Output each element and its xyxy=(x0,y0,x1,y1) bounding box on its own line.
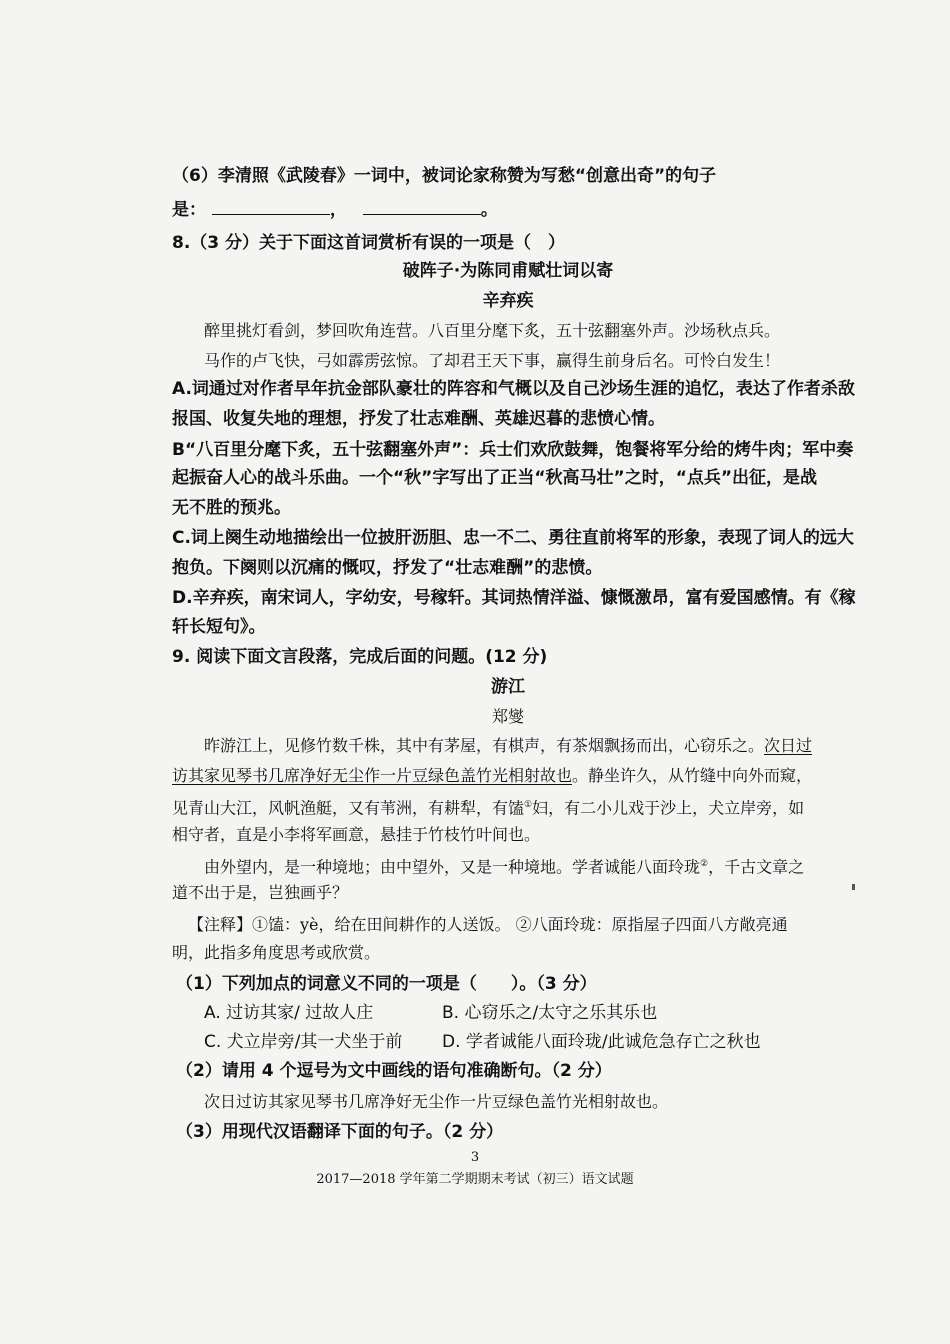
exam-footer-title: 2017—2018 学年第二学期期末考试（初三）语文试题 xyxy=(316,1172,634,1187)
q9-para1-text-a: 昨游江上，见修竹数千株，其中有茅屋，有棋声，有茶烟飘扬而出，心窃乐之。 xyxy=(204,736,765,755)
q9-passage-author: 郑燮 xyxy=(491,707,524,726)
q9-sub2-stem: （2）请用 4 个逗号为文中画线的语句准确断句。（2 分） xyxy=(176,1061,612,1081)
q8-option-b-line-3: 无不胜的预兆。 xyxy=(172,498,291,518)
q6-line1: （6）李清照《武陵春》一词中，被词论家称赞为写愁“创意出奇”的句子 xyxy=(172,166,717,186)
q6-answer-blank-2[interactable] xyxy=(363,198,481,215)
q8-option-a-line-2: 报国、收复失地的理想，抒发了壮志难酬、英雄迟暮的悲愤心情。 xyxy=(172,409,665,429)
q9-passage-title: 游江 xyxy=(491,677,525,697)
q9-para1-line-2 xyxy=(172,764,844,788)
q9-para2-text-a: 由外望内，是一种境地；由中望外，又是一种境地。学者诚能八面玲珑 xyxy=(204,857,701,877)
q8-option-c-line-2: 抱负。下阕则以沉痛的慨叹，抒发了“壮志难酬”的悲愤。 xyxy=(172,558,603,578)
q9-sub3-stem: （3）用现代汉语翻译下面的句子。（2 分） xyxy=(176,1122,504,1142)
q8-stem: 8.（3 分）关于下面这首词赏析有误的一项是（ ） xyxy=(172,233,566,253)
q9-sub1-option-a: A. 过访其家/ 过故人庄 xyxy=(204,1003,374,1023)
q6-line2 xyxy=(172,198,844,222)
q9-para2-line-2: 道不出于是，岂独画乎？ xyxy=(172,883,349,902)
page-number: 3 xyxy=(470,1150,480,1165)
q9-para2-text-b: ，千古文章之 xyxy=(708,857,805,877)
q9-para1-text-c: 见青山大江，风帆渔艇，又有苇洲，有耕犁，有馌 xyxy=(172,798,525,818)
q8-option-c-line-1: C.词上阕生动地描绘出一位披肝沥胆、忠一不二、勇往直前将军的形象，表现了词人的远大 xyxy=(172,528,854,548)
scan-speck xyxy=(852,884,855,890)
q6-end: 。 xyxy=(480,200,498,220)
q9-para1-line-1 xyxy=(172,734,876,758)
q9-stem: 9. 阅读下面文言段落，完成后面的问题。(12 分) xyxy=(172,647,548,667)
q9-sub1-option-d: D. 学者诚能八面玲珑/此诚危急存亡之秋也 xyxy=(442,1032,761,1052)
q8-option-d-line-2: 轩长短句》。 xyxy=(172,617,266,637)
q9-sub1-stem: （1）下列加点的词意义不同的一项是（ ）。（3 分） xyxy=(176,974,597,994)
q8-option-a-line-1: A.词通过对作者早年抗金部队豪壮的阵容和气概以及自己沙场生涯的追忆，表达了作者杀敌 xyxy=(172,379,855,399)
q6-sep: ， xyxy=(329,200,347,220)
q9-para1-line-3 xyxy=(172,793,844,820)
q9-para1-line-4: 相守者，直是小李将军画意，悬挂于竹枝竹叶间也。 xyxy=(172,825,541,844)
q9-sub2-text: 次日过访其家见琴书几席净好无尘作一片豆绿色盖竹光相射故也。 xyxy=(204,1092,669,1111)
q8-option-b-line-2: 起振奋人心的战斗乐曲。一个“秋”字写出了正当“秋高马壮”之时，“点兵”出征，是战 xyxy=(172,468,818,488)
q8-poem-line-2: 马作的卢飞快，弓如霹雳弦惊。了却君王天下事，赢得生前身后名。可怜白发生！ xyxy=(204,351,781,370)
q9-sub1-option-b: B. 心窃乐之/太守之乐其乐也 xyxy=(442,1003,658,1023)
q9-sub1-option-c: C. 犬立岸旁/其一犬坐于前 xyxy=(204,1032,403,1052)
q8-poem-line-1: 醉里挑灯看剑，梦回吹角连营。八百里分麾下炙，五十弦翻塞外声。沙场秋点兵。 xyxy=(204,321,781,340)
q9-para1-text-b: 。静坐许久，从竹缝中向外而窥， xyxy=(572,766,813,785)
q9-underlined-sentence: 访其家见琴书几席净好无尘作一片豆绿色盖竹光相射故也 xyxy=(172,766,573,785)
note-marker-2: ② xyxy=(700,859,709,869)
q6-prefix: 是： xyxy=(172,200,206,220)
q8-poem-title: 破阵子·为陈同甫赋壮词以寄 xyxy=(402,261,614,281)
q8-option-d-line-1: D.辛弃疾，南宋词人，字幼安，号稼轩。其词热情洋溢、慷慨激昂，富有爱国感情。有《稼 xyxy=(172,588,856,608)
q8-option-b-line-1: B“八百里分麾下炙，五十弦翻塞外声”：兵士们欢欣鼓舞，饱餐将军分给的烤牛肉；军中奏 xyxy=(172,440,854,460)
q9-para1-text-d: 妇，有二小儿戏于沙上，犬立岸旁，如 xyxy=(532,798,805,818)
q9-para2-line-1 xyxy=(172,852,876,879)
q9-underlined-sentence-start: 次日过 xyxy=(764,736,813,755)
q6-answer-blank-1[interactable] xyxy=(212,198,330,215)
q9-note-line-2: 明，此指多角度思考或欣赏。 xyxy=(172,943,381,962)
q9-note-line-1: 【注释】①馌：yè，给在田间耕作的人送饭。 ②八面玲珑：原指屋子四面八方敞亮通 xyxy=(188,915,788,934)
q8-poem-author: 辛弃疾 xyxy=(482,291,534,311)
note-marker-1: ① xyxy=(524,800,533,810)
